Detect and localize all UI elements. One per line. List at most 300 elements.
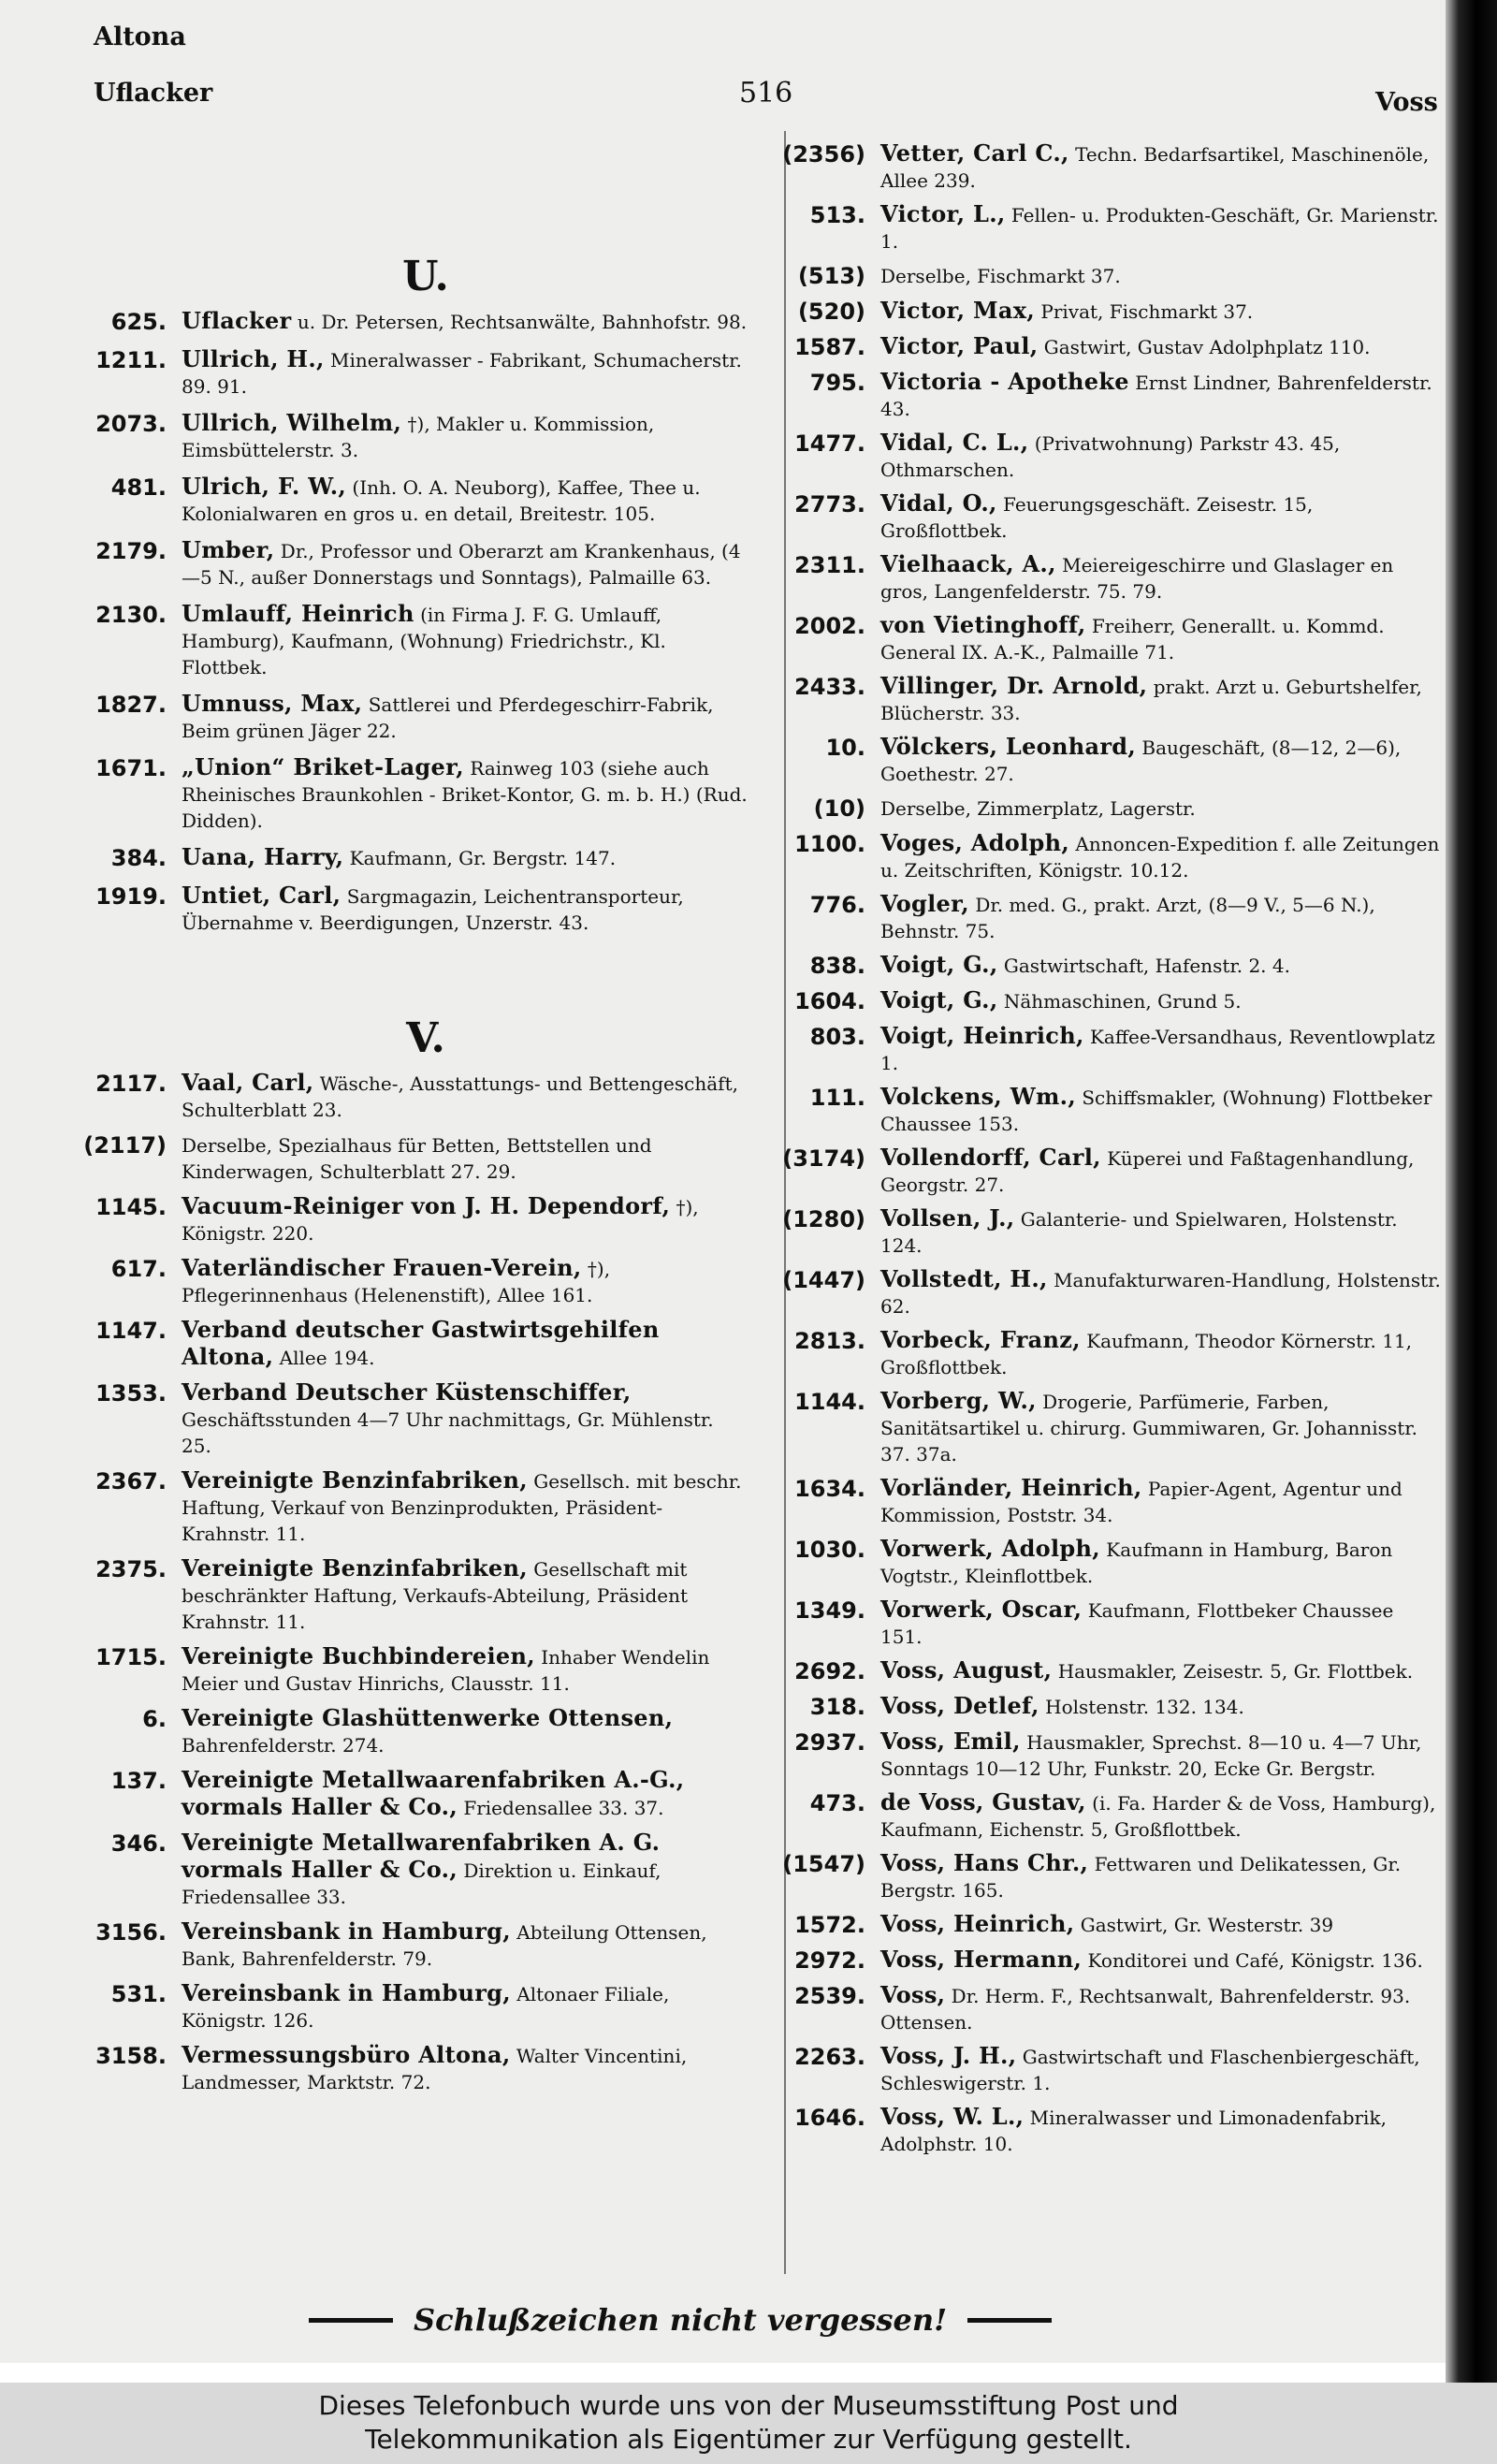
subscriber-name: Voss, W. L., — [880, 2103, 1025, 2130]
subscriber-name: Ulrich, F. W., — [182, 473, 347, 500]
entry-text — [880, 369, 1441, 422]
subscriber-name: Voss, J. H., — [880, 2042, 1017, 2069]
entry-text — [880, 1327, 1441, 1380]
credit-line-2: Telekommunikation als Eigentümer zur Verfügung gestellt. — [365, 2424, 1132, 2455]
entry-text — [880, 1084, 1441, 1137]
subscriber-details: Bahrenfelderstr. 274. — [182, 1734, 385, 1757]
subscriber-details: †), Pflegerinnenhaus (Helenenstift), Allee 161. — [182, 1258, 611, 1306]
subscriber-name: Voigt, G., — [880, 951, 998, 978]
subscriber-name: von Vietinghoff, — [880, 611, 1086, 638]
entry-text — [880, 1657, 1441, 1684]
subscriber-details: Derselbe, Zimmerplatz, Lagerstr. — [880, 797, 1196, 820]
directory-entry — [767, 1266, 1441, 1319]
phone-number: 1144. — [794, 1389, 865, 1415]
phone-number: 1147. — [95, 1318, 167, 1344]
phone-number: (2356) — [782, 141, 865, 168]
directory-entry — [767, 1911, 1441, 1939]
directory-entry — [767, 1023, 1441, 1076]
directory-entry — [65, 1767, 748, 1821]
entry-text — [182, 691, 748, 744]
subscriber-name: Vermessungsbüro Altona, — [182, 2041, 511, 2068]
subscriber-details: (Inh. O. A. Neuborg), Kaffee, Thee u. Kolonialwaren en gros u. en detail, Breitestr. 105. — [182, 476, 701, 525]
directory-entry — [767, 1657, 1441, 1685]
phone-number: 2692. — [794, 1658, 865, 1684]
directory-entry — [767, 551, 1441, 605]
subscriber-details: Konditorei und Café, Königstr. 136. — [1087, 1949, 1423, 1972]
subscriber-details: (i. Fa. Harder & de Voss, Hamburg), Kaufmann, Eichenstr. 5, Großflottbek. — [880, 1792, 1436, 1841]
phone-number: 803. — [809, 1024, 865, 1050]
phone-number: 481. — [110, 474, 167, 501]
subscriber-details: Wäsche-, Ausstattungs- und Bettengeschäft, Schulterblatt 23. — [182, 1072, 738, 1121]
footer-slogan — [309, 2302, 1052, 2338]
phone-number: 318. — [809, 1694, 865, 1720]
directory-entry — [767, 1728, 1441, 1782]
subscriber-name: Voigt, G., — [880, 986, 998, 1013]
phone-number: 1100. — [794, 831, 865, 857]
subscriber-details: Ernst Lindner, Bahrenfelderstr. 43. — [880, 372, 1432, 420]
phone-number: 2073. — [95, 411, 167, 437]
entry-text — [880, 1789, 1441, 1843]
subscriber-details: Gastwirtschaft und Flaschenbiergeschäft, Schleswigerstr. 1. — [880, 2046, 1420, 2094]
phone-number: 625. — [110, 309, 167, 335]
directory-entry — [767, 1596, 1441, 1650]
entry-text — [182, 1830, 748, 1910]
entry-text — [880, 830, 1441, 883]
subscriber-details: †), Königstr. 220. — [182, 1196, 699, 1245]
subscriber-details: Abteilung Ottensen, Bank, Bahrenfelderstr. 79. — [182, 1921, 707, 1970]
subscriber-details: Walter Vincentini, Landmesser, Marktstr. 72. — [182, 2045, 688, 2093]
phone-number: 2002. — [794, 613, 865, 639]
phone-number: 1477. — [794, 430, 865, 457]
entry-text — [880, 2104, 1441, 2157]
directory-entry — [65, 1467, 748, 1547]
entry-text — [880, 1023, 1441, 1076]
phone-number: 617. — [110, 1256, 167, 1282]
subscriber-details: Rainweg 103 (siehe auch Rheinisches Braunkohlen - Briket-Kontor, G. m. b. H.) (Rud. Didden). — [182, 757, 748, 832]
subscriber-details: Gastwirt, Gr. Westerstr. 39 — [1080, 1914, 1334, 1936]
subscriber-name: Vereinigte Glashüttenwerke Ottensen, — [182, 1704, 674, 1731]
directory-entry — [767, 1205, 1441, 1259]
entry-text — [182, 1918, 748, 1972]
subscriber-name: Umber, — [182, 536, 275, 563]
entry-text — [880, 262, 1441, 289]
entry-text — [880, 673, 1441, 726]
phone-number: (513) — [797, 263, 865, 289]
entry-text — [182, 346, 748, 400]
subscriber-name: Vereinigte Metallwarenfabriken A. G. vormals Haller & Co., — [182, 1829, 661, 1883]
directory-entry — [65, 1705, 748, 1758]
subscriber-name: Vereinigte Benzinfabriken, — [182, 1554, 528, 1582]
header-first-entry: Uflacker — [94, 79, 213, 108]
subscriber-details: (in Firma J. F. G. Umlauff, Hamburg), Kaufmann, (Wohnung) Friedrichstr., Kl. Flottbek. — [182, 604, 666, 678]
directory-entry — [65, 1255, 748, 1308]
entry-text — [880, 1946, 1441, 1974]
phone-number: 2179. — [95, 538, 167, 564]
subscriber-name: Vereinsbank in Hamburg, — [182, 1979, 511, 2006]
subscriber-name: Voss, Detlef, — [880, 1692, 1039, 1719]
directory-entry — [65, 1131, 748, 1185]
subscriber-details: Nähmaschinen, Grund 5. — [1003, 990, 1242, 1013]
directory-entry — [767, 1850, 1441, 1903]
directory-entry — [767, 490, 1441, 544]
subscriber-name: Victor, Paul, — [880, 332, 1039, 359]
subscriber-name: Ullrich, H., — [182, 345, 325, 372]
entry-text — [182, 410, 748, 463]
directory-entry — [767, 1084, 1441, 1137]
subscriber-details: Annoncen-Expedition f. alle Zeitungen u. Zeitschriften, Königstr. 10.12. — [880, 833, 1440, 882]
phone-number: (1447) — [782, 1267, 865, 1293]
phone-number: 2773. — [794, 491, 865, 518]
phone-number: (3174) — [782, 1145, 865, 1172]
directory-entry — [65, 1317, 748, 1371]
directory-entry — [767, 891, 1441, 944]
subscriber-details: Geschäftsstunden 4—7 Uhr nachmittags, Gr. Mühlenstr. 25. — [182, 1408, 714, 1457]
subscriber-name: Vacuum-Reiniger von J. H. Dependorf, — [182, 1192, 671, 1219]
subscriber-name: Vereinigte Metallwaarenfabriken A.-G., vormals Haller & Co., — [182, 1766, 685, 1820]
phone-number: 1715. — [95, 1644, 167, 1670]
subscriber-name: Vogler, — [880, 890, 969, 917]
subscriber-name: Voss, Hermann, — [880, 1946, 1083, 1973]
phone-number: 10. — [825, 735, 865, 761]
directory-entry — [65, 754, 748, 834]
subscriber-name: Verband Deutscher Küstenschiffer, — [182, 1378, 632, 1406]
directory-entry — [767, 1789, 1441, 1843]
directory-entry — [65, 1193, 748, 1247]
directory-entry — [767, 795, 1441, 823]
phone-number: 111. — [809, 1085, 865, 1111]
entry-text — [182, 1131, 748, 1185]
slogan-text: Schlußzeichen nicht vergessen! — [414, 2302, 948, 2338]
subscriber-details: †), Makler u. Kommission, Eimsbüttelerstr. 3. — [182, 413, 655, 461]
directory-entry — [767, 987, 1441, 1015]
subscriber-name: Vereinigte Buchbindereien, — [182, 1642, 535, 1669]
directory-entry — [767, 369, 1441, 422]
phone-number: (10) — [813, 795, 865, 822]
phone-number: 531. — [110, 1981, 167, 2007]
subscriber-name: Vereinigte Benzinfabriken, — [182, 1466, 528, 1494]
subscriber-name: Victoria - Apotheke — [880, 368, 1129, 395]
subscriber-name: Vielhaack, A., — [880, 550, 1056, 577]
page-number: 516 — [739, 77, 793, 109]
subscriber-details: Sattlerei und Pferdegeschirr-Fabrik, Beim grünen Jäger 22. — [182, 693, 714, 742]
phone-number: 2117. — [95, 1071, 167, 1097]
subscriber-details: Kaufmann in Hamburg, Baron Vogtstr., Kleinflottbek. — [880, 1538, 1393, 1587]
slogan-dash-right — [967, 2318, 1052, 2323]
directory-entry — [65, 1379, 748, 1459]
header-last-entry: Voss — [1375, 88, 1438, 117]
directory-entry — [767, 2104, 1441, 2157]
entry-text — [182, 1643, 748, 1697]
phone-number: 1671. — [95, 755, 167, 781]
directory-entry — [767, 1327, 1441, 1380]
subscriber-details: Manufakturwaren-Handlung, Holstenstr. 62. — [880, 1269, 1441, 1318]
subscriber-details: Mineralwasser - Fabrikant, Schumacherstr. 89. 91. — [182, 349, 742, 398]
subscriber-details: Papier-Agent, Agentur und Kommission, Poststr. 34. — [880, 1478, 1403, 1526]
slogan-dash-left — [309, 2318, 393, 2323]
subscriber-details: Schiffsmakler, (Wohnung) Flottbeker Chaussee 153. — [880, 1086, 1432, 1135]
subscriber-name: Uana, Harry, — [182, 843, 344, 870]
subscriber-details: Gesellschaft mit beschränkter Haftung, Verkaufs-Abteilung, Präsident Krahnstr. 11. — [182, 1558, 689, 1633]
entry-text — [182, 537, 748, 590]
subscriber-name: Villinger, Dr. Arnold, — [880, 672, 1148, 699]
subscriber-details: Kaufmann, Gr. Bergstr. 147. — [349, 847, 617, 869]
subscriber-details: Kaufmann, Flottbeker Chaussee 151. — [880, 1599, 1394, 1648]
directory-entry — [767, 673, 1441, 726]
entry-text — [880, 1205, 1441, 1259]
entry-text — [182, 601, 748, 680]
entry-text — [880, 201, 1441, 255]
entry-text — [880, 1475, 1441, 1528]
phone-number: 2937. — [794, 1729, 865, 1756]
directory-entry — [767, 1145, 1441, 1198]
phone-number: 1030. — [794, 1537, 865, 1563]
phone-number: 1587. — [794, 334, 865, 360]
subscriber-details: Direktion u. Einkauf, Friedensallee 33. — [182, 1859, 661, 1908]
subscriber-name: Voges, Adolph, — [880, 829, 1070, 856]
entry-text — [880, 795, 1441, 822]
phone-number: 1145. — [95, 1194, 167, 1220]
phone-number: 1919. — [95, 883, 167, 910]
subscriber-details: Gastwirtschaft, Hafenstr. 2. 4. — [1003, 955, 1290, 977]
subscriber-details: Privat, Fischmarkt 37. — [1040, 300, 1254, 323]
subscriber-name: Vidal, O., — [880, 489, 997, 517]
entry-text — [182, 1193, 748, 1247]
phone-number: 6. — [142, 1706, 167, 1732]
page-edge — [1446, 0, 1497, 2464]
subscriber-name: Vorwerk, Oscar, — [880, 1596, 1083, 1623]
subscriber-details: Gesellsch. mit beschr. Haftung, Verkauf von Benzinprodukten, Präsident-Krahnstr. 11. — [182, 1470, 742, 1545]
subscriber-name: Vorberg, W., — [880, 1387, 1037, 1414]
directory-entry — [65, 308, 748, 336]
directory-entry — [65, 474, 748, 527]
subscriber-name: Vollstedt, H., — [880, 1265, 1048, 1292]
subscriber-name: Vorbeck, Franz, — [880, 1326, 1081, 1353]
entry-text — [880, 1266, 1441, 1319]
directory-entry — [767, 140, 1441, 194]
section-letter: U. — [402, 253, 449, 300]
directory-entry — [65, 2042, 748, 2095]
phone-number: 1634. — [794, 1476, 865, 1502]
subscriber-details: Inhaber Wendelin Meier und Gustav Hinrichs, Clausstr. 11. — [182, 1646, 710, 1695]
entry-text — [182, 1767, 748, 1821]
entry-text — [880, 1850, 1441, 1903]
directory-entry — [767, 1982, 1441, 2035]
entry-text — [182, 1980, 748, 2034]
phone-number: 3156. — [95, 1919, 167, 1946]
subscriber-details: Gastwirt, Gustav Adolphplatz 110. — [1043, 336, 1371, 358]
directory-entry — [767, 1536, 1441, 1589]
directory-entry — [767, 830, 1441, 883]
subscriber-name: Victor, L., — [880, 200, 1006, 227]
phone-number: 795. — [809, 370, 865, 396]
directory-entry — [65, 346, 748, 400]
phone-number: 2311. — [794, 552, 865, 578]
phone-number: (520) — [797, 299, 865, 325]
subscriber-name: Untiet, Carl, — [182, 882, 342, 909]
entry-text — [182, 2042, 748, 2095]
entry-text — [880, 987, 1441, 1014]
subscriber-details: Hausmakler, Zeisestr. 5, Gr. Flottbek. — [1057, 1660, 1414, 1683]
subscriber-details: Meiereigeschirre und Glaslager en gros, Langenfelderstr. 75. 79. — [880, 554, 1394, 603]
phone-number: 1604. — [794, 988, 865, 1014]
entry-text — [880, 1911, 1441, 1938]
entry-text — [182, 308, 748, 335]
entry-text — [880, 140, 1441, 194]
entry-text — [182, 754, 748, 834]
subscriber-name: de Voss, Gustav, — [880, 1788, 1086, 1815]
subscriber-name: Vorwerk, Adolph, — [880, 1535, 1100, 1562]
subscriber-details: (Privatwohnung) Parkstr 43. 45, Othmarschen. — [880, 432, 1341, 481]
phone-number: 346. — [110, 1830, 167, 1857]
directory-entry — [767, 201, 1441, 255]
directory-entry — [65, 410, 748, 463]
directory-entry — [767, 298, 1441, 326]
entry-text — [182, 1467, 748, 1547]
directory-entry — [65, 1555, 748, 1635]
entry-text — [182, 474, 748, 527]
subscriber-name: Victor, Max, — [880, 297, 1036, 324]
directory-entry — [65, 1643, 748, 1697]
subscriber-details: Feuerungsgeschäft. Zeisestr. 15, Großflottbek. — [880, 493, 1314, 542]
subscriber-details: Dr. med. G., prakt. Arzt, (8—9 V., 5—6 N.), Behnstr. 75. — [880, 894, 1375, 942]
phone-number: 776. — [809, 892, 865, 918]
phone-number: 2433. — [794, 674, 865, 700]
subscriber-name: Vidal, C. L., — [880, 429, 1029, 456]
phone-number: 2375. — [95, 1556, 167, 1582]
directory-entry — [767, 1475, 1441, 1528]
subscriber-name: Umlauff, Heinrich — [182, 600, 414, 627]
subscriber-name: Vereinsbank in Hamburg, — [182, 1917, 511, 1945]
directory-entry — [767, 734, 1441, 787]
entry-text — [880, 2043, 1441, 2096]
subscriber-details: Mineralwasser und Limonadenfabrik, Adolphstr. 10. — [880, 2107, 1387, 2155]
directory-entry — [767, 1388, 1441, 1467]
subscriber-details: Holstenstr. 132. 134. — [1045, 1696, 1244, 1718]
subscriber-details: prakt. Arzt u. Geburtshelfer, Blücherstr. 33. — [880, 676, 1422, 724]
subscriber-name: Vollendorff, Carl, — [880, 1144, 1101, 1171]
directory-entry — [767, 1693, 1441, 1721]
entry-text — [880, 430, 1441, 483]
entry-text — [182, 882, 748, 936]
entry-text — [880, 952, 1441, 979]
phone-number: 2263. — [794, 2044, 865, 2070]
subscriber-details: Freiherr, Generallt. u. Kommd. General IX. A.-K., Palmaille 71. — [880, 615, 1385, 663]
right-column — [767, 140, 1441, 2165]
entry-text — [880, 734, 1441, 787]
subscriber-details: Derselbe, Spezialhaus für Betten, Bettstellen und Kinderwagen, Schulterblatt 27. 29. — [182, 1134, 652, 1183]
subscriber-details: Friedensallee 33. 37. — [463, 1797, 664, 1819]
subscriber-name: Völckers, Leonhard, — [880, 733, 1137, 760]
subscriber-name: Uflacker — [182, 307, 292, 334]
entry-text — [182, 1705, 748, 1758]
directory-entry — [65, 882, 748, 936]
directory-entry — [65, 537, 748, 590]
subscriber-name: „Union“ Briket-Lager, — [182, 753, 464, 780]
subscriber-name: Umnuss, Max, — [182, 690, 363, 717]
subscriber-details: Hausmakler, Sprechst. 8—10 u. 4—7 Uhr, Sonntags 10—12 Uhr, Funkstr. 20, Ecke Gr. Bergstr. — [880, 1731, 1422, 1780]
subscriber-details: Drogerie, Parfümerie, Farben, Sanitätsartikel u. chirurg. Gummiwaren, Gr. Johannisstr. 37. 37a. — [880, 1391, 1417, 1465]
directory-entry — [767, 2043, 1441, 2096]
entry-text — [880, 298, 1441, 325]
subscriber-name: Vaal, Carl, — [182, 1069, 314, 1096]
left-column — [65, 140, 748, 2104]
subscriber-details: Baugeschäft, (8—12, 2—6), Goethestr. 27. — [880, 736, 1402, 785]
subscriber-name: Ullrich, Wilhelm, — [182, 409, 402, 436]
subscriber-name: Voigt, Heinrich, — [880, 1022, 1084, 1049]
phone-number: 1353. — [95, 1380, 167, 1407]
entry-text — [880, 612, 1441, 665]
entry-text — [880, 1388, 1441, 1467]
directory-entry — [767, 430, 1441, 483]
entry-text — [880, 1982, 1441, 2035]
entry-text — [880, 1596, 1441, 1650]
subscriber-details: Galanterie- und Spielwaren, Holstenstr. 124. — [880, 1208, 1398, 1257]
entry-text — [880, 1693, 1441, 1720]
entry-text — [182, 1317, 748, 1371]
directory-entry — [65, 1980, 748, 2034]
directory-entry — [65, 1070, 748, 1123]
entry-text — [182, 1070, 748, 1123]
subscriber-details: Allee 194. — [279, 1347, 375, 1369]
phone-number: 3158. — [95, 2043, 167, 2069]
phone-number: 473. — [809, 1790, 865, 1816]
directory-entry — [767, 262, 1441, 290]
phone-number: 2972. — [794, 1947, 865, 1974]
subscriber-details: Kaffee-Versandhaus, Reventlowplatz 1. — [880, 1026, 1435, 1074]
subscriber-details: Dr. Herm. F., Rechtsanwalt, Bahrenfelderstr. 93. Ottensen. — [880, 1985, 1411, 2034]
entry-text — [182, 1379, 748, 1459]
subscriber-details: Kaufmann, Theodor Körnerstr. 11, Großflottbek. — [880, 1330, 1413, 1378]
subscriber-details: Altonaer Filiale, Königstr. 126. — [182, 1983, 670, 2032]
entry-text — [880, 551, 1441, 605]
phone-number: 1349. — [794, 1597, 865, 1624]
directory-entry — [65, 601, 748, 680]
entry-text — [880, 333, 1441, 360]
directory-entry — [65, 1918, 748, 1972]
phone-number: 513. — [809, 202, 865, 228]
directory-entry — [767, 952, 1441, 980]
subscriber-details: Derselbe, Fischmarkt 37. — [880, 265, 1121, 287]
directory-entry — [767, 1946, 1441, 1975]
subscriber-name: Voss, — [880, 1981, 946, 2008]
credit-line-1: Dieses Telefonbuch wurde uns von der Museumsstiftung Post und — [318, 2390, 1179, 2421]
subscriber-name: Vaterländischer Frauen-Verein, — [182, 1254, 582, 1281]
entry-text — [880, 1728, 1441, 1782]
phone-number: 1572. — [794, 1912, 865, 1938]
directory-entry — [65, 1830, 748, 1910]
subscriber-name: Voss, Emil, — [880, 1728, 1021, 1755]
subscriber-details: Dr., Professor und Oberarzt am Krankenhaus, (4—5 N., außer Donnerstags und Sonntags), Palmaille 63. — [182, 540, 741, 589]
entry-text — [182, 844, 748, 871]
header-city: Altona — [94, 22, 186, 51]
directory-entry — [767, 612, 1441, 665]
subscriber-name: Verband deutscher Gastwirtsgehilfen Altona, — [182, 1316, 660, 1370]
phone-number: 1646. — [794, 2105, 865, 2131]
subscriber-details: Küperei und Faßtagenhandlung, Georgstr. 27. — [880, 1147, 1415, 1196]
subscriber-name: Voss, Hans Chr., — [880, 1849, 1089, 1876]
subscriber-name: Voss, Heinrich, — [880, 1910, 1075, 1937]
subscriber-name: Vollsen, J., — [880, 1204, 1015, 1232]
entry-text — [880, 490, 1441, 544]
directory-entry — [65, 691, 748, 744]
subscriber-details: Sargmagazin, Leichentransporteur, Übernahme v. Beerdigungen, Unzerstr. 43. — [182, 885, 684, 934]
subscriber-details: Fettwaren und Delikatessen, Gr. Bergstr. 165. — [880, 1853, 1402, 1902]
subscriber-name: Voss, August, — [880, 1656, 1053, 1684]
directory-entry — [65, 844, 748, 872]
phone-number: 2813. — [794, 1328, 865, 1354]
phone-number: (1547) — [782, 1851, 865, 1877]
phone-number: (2117) — [83, 1132, 167, 1159]
